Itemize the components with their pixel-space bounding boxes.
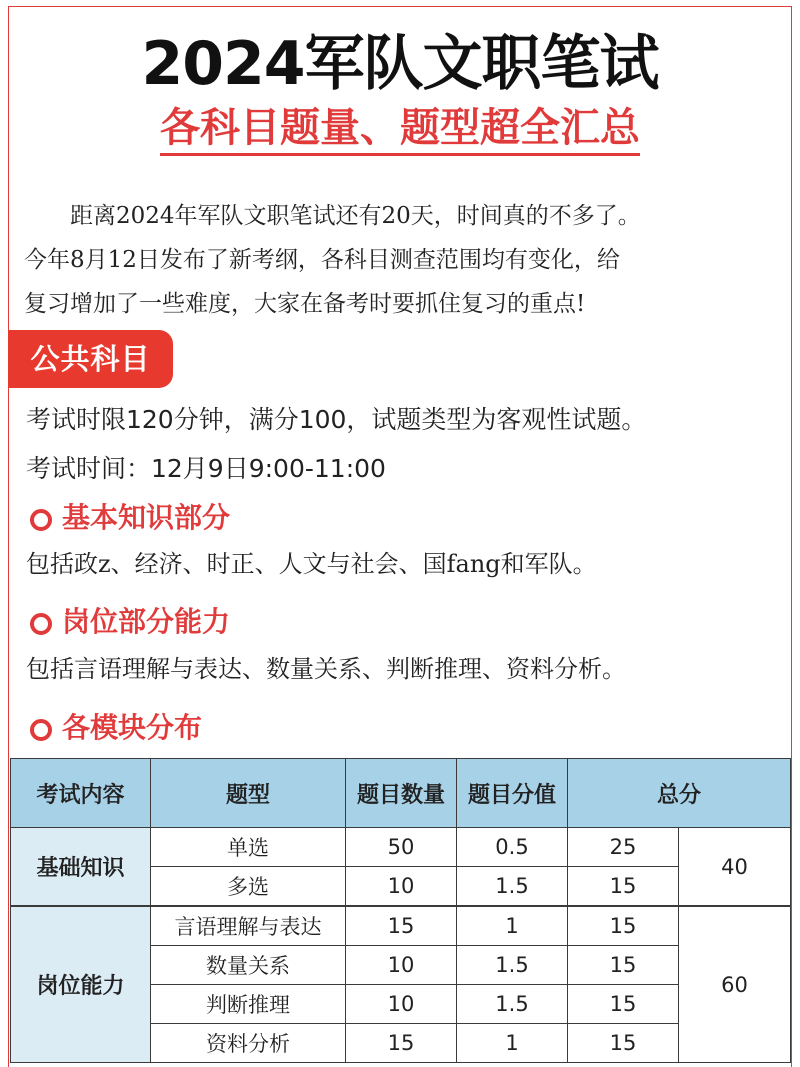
page-subtitle <box>0 102 800 154</box>
subtotal-cell: 15 <box>568 985 679 1024</box>
type-cell: 单选 <box>151 828 346 867</box>
part-text-ability: 包括言语理解与表达、数量关系、判断推理、资料分析。 <box>26 655 626 683</box>
subtotal-cell: 15 <box>568 1024 679 1063</box>
score-cell: 1.5 <box>457 985 568 1024</box>
header-type: 题型 <box>151 759 346 828</box>
subtotal-cell: 15 <box>568 867 679 907</box>
part-heading-distribution <box>30 710 202 746</box>
circle-bullet-icon <box>30 613 52 635</box>
exam-info: 考试时限120分钟，满分100，试题类型为客观性试题。 <box>26 405 647 434</box>
page-title: 2024军队文职笔试 <box>141 29 659 99</box>
intro-paragraph <box>24 194 784 326</box>
subtotal-cell: 15 <box>568 906 679 946</box>
part-heading-ability <box>30 604 230 640</box>
intro-line-2: 今年8月12日发布了新考纲，各科目测查范围均有变化，给 <box>24 247 620 273</box>
score-cell: 1 <box>457 1024 568 1063</box>
intro-line-1: 距离2024年军队文职笔试还有20天，时间真的不多了。 <box>70 203 641 229</box>
count-cell: 10 <box>346 985 457 1024</box>
header-total: 总分 <box>568 759 791 828</box>
subtotal-cell: 25 <box>568 828 679 867</box>
header-count: 题目数量 <box>346 759 457 828</box>
score-cell: 0.5 <box>457 828 568 867</box>
subtotal-cell: 15 <box>568 946 679 985</box>
table-header-row <box>11 759 791 828</box>
part-text-basic: 包括政z、经济、时正、人文与社会、国fang和军队。 <box>26 550 597 578</box>
type-cell: 资料分析 <box>151 1024 346 1063</box>
type-cell: 数量关系 <box>151 946 346 985</box>
part-heading-basic-text: 基本知识部分 <box>62 501 231 534</box>
part-heading-basic <box>30 500 230 536</box>
section-tag: 公共科目 <box>8 330 173 388</box>
count-cell: 15 <box>346 1024 457 1063</box>
header-content: 考试内容 <box>11 759 151 828</box>
type-cell: 言语理解与表达 <box>151 906 346 946</box>
table-row <box>11 906 791 946</box>
category-cell: 岗位能力 <box>11 906 151 1063</box>
circle-bullet-icon <box>30 719 52 741</box>
count-cell: 50 <box>346 828 457 867</box>
exam-time: 考试时间：12月9日9:00-11:00 <box>26 454 386 483</box>
group-total-cell: 40 <box>679 828 791 907</box>
group-total-cell: 60 <box>679 906 791 1063</box>
count-cell: 10 <box>346 867 457 907</box>
part-heading-distribution-text: 各模块分布 <box>62 711 203 744</box>
table-row <box>11 828 791 867</box>
category-cell: 基础知识 <box>11 828 151 907</box>
score-cell: 1.5 <box>457 867 568 907</box>
subtitle-text: 各科目题量、题型超全汇总 <box>160 105 640 156</box>
header-score: 题目分值 <box>457 759 568 828</box>
part-heading-ability-text: 岗位部分能力 <box>62 605 231 638</box>
count-cell: 15 <box>346 906 457 946</box>
circle-bullet-icon <box>30 509 52 531</box>
score-cell: 1.5 <box>457 946 568 985</box>
module-distribution-table <box>10 758 791 1063</box>
intro-line-3: 复习增加了一些难度，大家在备考时要抓住复习的重点! <box>24 291 586 317</box>
score-cell: 1 <box>457 906 568 946</box>
type-cell: 多选 <box>151 867 346 907</box>
count-cell: 10 <box>346 946 457 985</box>
type-cell: 判断推理 <box>151 985 346 1024</box>
